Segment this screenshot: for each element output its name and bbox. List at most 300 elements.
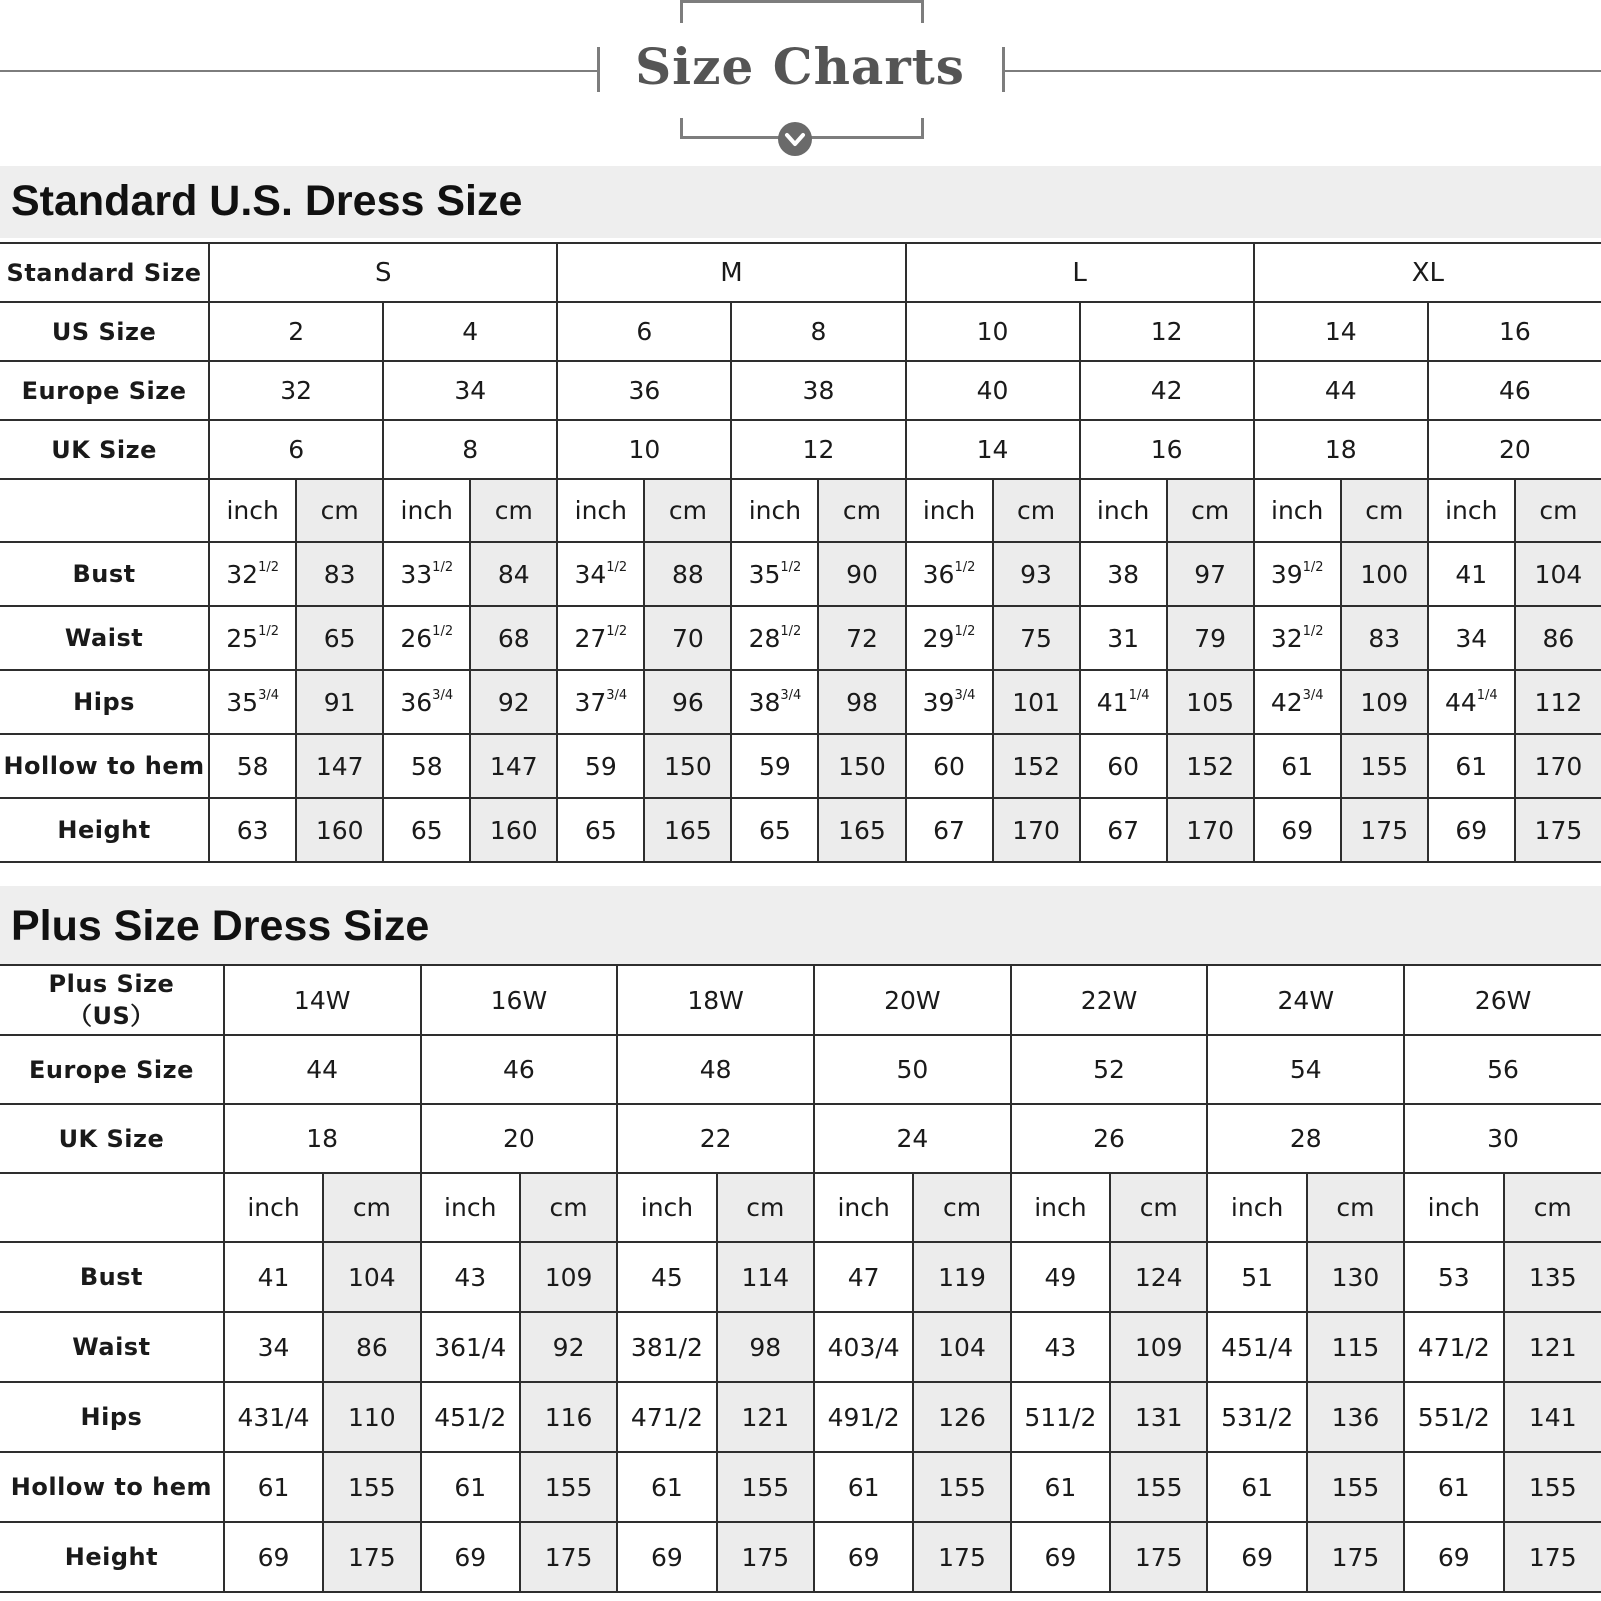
inch-value-cell	[1254, 670, 1341, 734]
inch-whole: 36	[400, 687, 433, 717]
inch-value-cell: 551/2	[1404, 1382, 1503, 1452]
size-cell: 26W	[1404, 965, 1601, 1035]
cm-value-cell: 100	[1341, 542, 1428, 606]
inch-whole: 69	[1455, 815, 1488, 845]
plus-size-row	[0, 965, 1601, 1035]
inch-value-cell: 381/2	[617, 1312, 716, 1382]
size-cell: 16W	[421, 965, 618, 1035]
standard-section-bar	[0, 166, 1601, 238]
measurement-row	[0, 542, 1601, 606]
size-cell: 44	[224, 1035, 421, 1104]
inch-value-cell: 61	[617, 1452, 716, 1522]
size-cell: 10	[906, 302, 1080, 361]
size-cell: 12	[1080, 302, 1254, 361]
cm-value-cell: 86	[323, 1312, 420, 1382]
inch-value-cell	[209, 542, 296, 606]
us-size-row	[0, 302, 1601, 361]
inch-value-cell: 471/2	[1404, 1312, 1503, 1382]
inch-value-cell	[1254, 542, 1341, 606]
cm-value-cell: 110	[323, 1382, 420, 1452]
inch-whole: 65	[584, 815, 617, 845]
inch-value-cell	[383, 606, 470, 670]
inch-value-cell	[1080, 734, 1167, 798]
header-rule-left	[0, 70, 598, 72]
inch-value-cell	[1428, 670, 1515, 734]
inch-value-cell: 41	[224, 1242, 323, 1312]
size-letter-cell: L	[906, 243, 1254, 302]
cm-value-cell: 130	[1307, 1242, 1404, 1312]
cm-value-cell: 115	[1307, 1312, 1404, 1382]
inch-value-cell	[557, 798, 644, 862]
cm-value-cell: 104	[323, 1242, 420, 1312]
size-cell: 26	[1011, 1104, 1208, 1173]
unit-inch-cell: inch	[731, 479, 818, 542]
inch-value-cell: 361/4	[421, 1312, 520, 1382]
cm-value-cell: 104	[913, 1312, 1010, 1382]
inch-value-cell: 431/4	[224, 1382, 323, 1452]
cm-value-cell: 79	[1167, 606, 1254, 670]
size-cell: 54	[1207, 1035, 1404, 1104]
cm-value-cell: 150	[818, 734, 905, 798]
size-cell: 46	[421, 1035, 618, 1104]
inch-value-cell	[1428, 542, 1515, 606]
cm-value-cell: 91	[296, 670, 383, 734]
cm-value-cell: 104	[1515, 542, 1601, 606]
size-cell: 30	[1404, 1104, 1601, 1173]
inch-whole: 63	[236, 815, 269, 845]
inch-whole: 58	[410, 751, 443, 781]
unit-inch-cell: inch	[1428, 479, 1515, 542]
inch-fraction: 1/2	[258, 559, 279, 575]
inch-fraction: 1/2	[258, 623, 279, 639]
size-cell: 4	[383, 302, 557, 361]
uk-size-row	[0, 1104, 1601, 1173]
inch-whole: 35	[226, 687, 259, 717]
standard-size-table	[0, 242, 1601, 863]
inch-value-cell: 403/4	[814, 1312, 913, 1382]
row-label: Hollow to hem	[0, 734, 209, 798]
inch-whole: 32	[1270, 623, 1303, 653]
unit-cm-cell: cm	[1167, 479, 1254, 542]
size-cell: 50	[814, 1035, 1011, 1104]
cm-value-cell: 70	[644, 606, 731, 670]
inch-value-cell	[383, 798, 470, 862]
cm-value-cell: 90	[818, 542, 905, 606]
inch-fraction: 1/2	[780, 559, 802, 575]
cm-value-cell: 170	[993, 798, 1080, 862]
cm-value-cell: 92	[520, 1312, 617, 1382]
cm-value-cell: 141	[1504, 1382, 1601, 1452]
inch-value-cell: 61	[814, 1452, 913, 1522]
unit-cm-cell: cm	[993, 479, 1080, 542]
cm-value-cell: 131	[1110, 1382, 1207, 1452]
cm-value-cell: 175	[323, 1522, 420, 1592]
row-label: Hips	[0, 670, 209, 734]
inch-value-cell	[1254, 798, 1341, 862]
inch-value-cell: 43	[1011, 1312, 1110, 1382]
cm-value-cell: 147	[470, 734, 557, 798]
inch-value-cell	[906, 734, 993, 798]
inch-whole: 65	[410, 815, 443, 845]
size-cell: 38	[731, 361, 905, 420]
unit-cm-cell: cm	[1110, 1173, 1207, 1242]
page-title: Size Charts	[635, 37, 965, 96]
unit-inch-cell: inch	[1254, 479, 1341, 542]
unit-cm-cell: cm	[323, 1173, 420, 1242]
inch-value-cell	[557, 606, 644, 670]
cm-value-cell: 97	[1167, 542, 1254, 606]
cm-value-cell: 75	[993, 606, 1080, 670]
standard-section-title: Standard U.S. Dress Size	[11, 177, 523, 225]
inch-value-cell: 69	[1207, 1522, 1306, 1592]
inch-fraction: 1/2	[954, 559, 976, 575]
cm-value-cell: 136	[1307, 1382, 1404, 1452]
inch-value-cell	[731, 606, 818, 670]
inch-fraction: 3/4	[258, 687, 279, 703]
size-cell: 18	[1254, 420, 1428, 479]
cm-value-cell: 155	[323, 1452, 420, 1522]
inch-value-cell: 451/2	[421, 1382, 520, 1452]
inch-whole: 61	[1281, 751, 1314, 781]
size-cell: 8	[731, 302, 905, 361]
cm-value-cell: 155	[520, 1452, 617, 1522]
cm-value-cell: 105	[1167, 670, 1254, 734]
cm-value-cell: 175	[1307, 1522, 1404, 1592]
cm-value-cell: 121	[1504, 1312, 1601, 1382]
size-cell: 34	[383, 361, 557, 420]
size-letter-cell: XL	[1254, 243, 1601, 302]
inch-fraction: 1/2	[432, 559, 454, 575]
row-label: Hips	[0, 1382, 224, 1452]
size-cell: 20	[421, 1104, 618, 1173]
unit-inch-cell: inch	[906, 479, 993, 542]
cm-value-cell: 83	[1341, 606, 1428, 670]
inch-whole: 38	[1107, 559, 1140, 589]
inch-value-cell: 451/4	[1207, 1312, 1306, 1382]
inch-fraction: 1/2	[954, 623, 976, 639]
inch-whole: 27	[574, 623, 607, 653]
inch-value-cell: 61	[224, 1452, 323, 1522]
inch-value-cell	[209, 670, 296, 734]
inch-whole: 35	[748, 559, 781, 589]
cm-value-cell: 175	[1504, 1522, 1601, 1592]
inch-whole: 34	[1455, 623, 1488, 653]
inch-value-cell: 69	[224, 1522, 323, 1592]
inch-whole: 41	[1096, 687, 1129, 717]
cm-value-cell: 147	[296, 734, 383, 798]
header-frame-top	[680, 0, 924, 23]
unit-inch-cell: inch	[421, 1173, 520, 1242]
inch-value-cell	[1080, 670, 1167, 734]
row-label: Height	[0, 1522, 224, 1592]
europe-size-row	[0, 361, 1601, 420]
unit-inch-cell: inch	[1404, 1173, 1503, 1242]
size-cell: 32	[209, 361, 383, 420]
unit-cm-cell: cm	[1504, 1173, 1601, 1242]
inch-whole: 39	[1270, 559, 1303, 589]
inch-value-cell: 49	[1011, 1242, 1110, 1312]
inch-whole: 58	[236, 751, 269, 781]
unit-cm-cell: cm	[717, 1173, 814, 1242]
cm-value-cell: 175	[717, 1522, 814, 1592]
unit-inch-cell: inch	[557, 479, 644, 542]
inch-whole: 41	[1455, 559, 1488, 589]
inch-whole: 29	[922, 623, 955, 653]
row-label: Standard Size	[0, 243, 209, 302]
inch-value-cell: 51	[1207, 1242, 1306, 1312]
inch-value-cell	[209, 606, 296, 670]
inch-value-cell: 491/2	[814, 1382, 913, 1452]
inch-whole: 69	[1281, 815, 1314, 845]
size-cell: 14W	[224, 965, 421, 1035]
inch-value-cell	[557, 542, 644, 606]
inch-fraction: 1/4	[1128, 687, 1150, 703]
inch-value-cell	[209, 734, 296, 798]
inch-value-cell	[731, 734, 818, 798]
inch-value-cell	[383, 542, 470, 606]
measurement-row	[0, 798, 1601, 862]
measurement-row	[0, 1312, 1601, 1382]
cm-value-cell: 135	[1504, 1242, 1601, 1312]
measurement-row	[0, 606, 1601, 670]
inch-value-cell: 69	[617, 1522, 716, 1592]
cm-value-cell: 175	[1341, 798, 1428, 862]
row-label: Height	[0, 798, 209, 862]
inch-value-cell	[1428, 734, 1515, 798]
inch-value-cell	[1428, 606, 1515, 670]
size-cell: 18W	[617, 965, 814, 1035]
cm-value-cell: 116	[520, 1382, 617, 1452]
inch-value-cell	[1080, 542, 1167, 606]
inch-value-cell	[731, 542, 818, 606]
size-cell: 48	[617, 1035, 814, 1104]
inch-value-cell: 43	[421, 1242, 520, 1312]
inch-value-cell: 69	[421, 1522, 520, 1592]
unit-cm-cell: cm	[644, 479, 731, 542]
inch-value-cell	[906, 542, 993, 606]
size-cell: 6	[557, 302, 731, 361]
unit-cm-cell: cm	[470, 479, 557, 542]
cm-value-cell: 93	[993, 542, 1080, 606]
measurement-row	[0, 734, 1601, 798]
cm-value-cell: 155	[1504, 1452, 1601, 1522]
cm-value-cell: 175	[913, 1522, 1010, 1592]
cm-value-cell: 155	[717, 1452, 814, 1522]
row-label-line2: （US）	[68, 1002, 155, 1030]
inch-fraction: 3/4	[1302, 687, 1324, 703]
cm-value-cell: 86	[1515, 606, 1601, 670]
inch-fraction: 3/4	[606, 687, 628, 703]
inch-value-cell	[731, 798, 818, 862]
inch-whole: 25	[226, 623, 259, 653]
inch-value-cell	[209, 798, 296, 862]
inch-whole: 60	[1107, 751, 1140, 781]
cm-value-cell: 98	[818, 670, 905, 734]
size-cell: 8	[383, 420, 557, 479]
unit-inch-cell: inch	[1011, 1173, 1110, 1242]
cm-value-cell: 155	[1110, 1452, 1207, 1522]
header-rule-right	[1004, 70, 1601, 72]
size-letter-cell: S	[209, 243, 557, 302]
size-cell: 36	[557, 361, 731, 420]
measurement-row	[0, 1382, 1601, 1452]
size-cell: 22W	[1011, 965, 1208, 1035]
cm-value-cell: 84	[470, 542, 557, 606]
inch-whole: 33	[400, 559, 433, 589]
size-charts-header	[0, 0, 1601, 165]
inch-value-cell: 45	[617, 1242, 716, 1312]
size-cell: 18	[224, 1104, 421, 1173]
inch-value-cell	[906, 670, 993, 734]
unit-inch-cell: inch	[1207, 1173, 1306, 1242]
unit-inch-cell: inch	[209, 479, 296, 542]
inch-fraction: 1/2	[606, 623, 628, 639]
cm-value-cell: 155	[1341, 734, 1428, 798]
cm-value-cell: 109	[1110, 1312, 1207, 1382]
size-cell: 20W	[814, 965, 1011, 1035]
empty-label-cell	[0, 1173, 224, 1242]
inch-fraction: 3/4	[780, 687, 802, 703]
cm-value-cell: 175	[520, 1522, 617, 1592]
unit-inch-cell: inch	[1080, 479, 1167, 542]
inch-value-cell	[557, 670, 644, 734]
unit-inch-cell: inch	[224, 1173, 323, 1242]
inch-whole: 36	[922, 559, 955, 589]
inch-fraction: 3/4	[432, 687, 454, 703]
cm-value-cell: 88	[644, 542, 731, 606]
inch-value-cell: 47	[814, 1242, 913, 1312]
inch-value-cell	[1080, 606, 1167, 670]
plus-size-table	[0, 964, 1601, 1593]
inch-value-cell	[557, 734, 644, 798]
row-label: Europe Size	[0, 361, 209, 420]
cm-value-cell: 124	[1110, 1242, 1207, 1312]
inch-fraction: 1/2	[780, 623, 802, 639]
measurement-row	[0, 670, 1601, 734]
inch-whole: 67	[1107, 815, 1140, 845]
inch-whole: 32	[226, 559, 259, 589]
inch-value-cell	[1254, 734, 1341, 798]
unit-cm-cell: cm	[1307, 1173, 1404, 1242]
measurement-row	[0, 1522, 1601, 1592]
inch-value-cell: 69	[1011, 1522, 1110, 1592]
plus-section-bar	[0, 886, 1601, 964]
inch-value-cell	[383, 670, 470, 734]
cm-value-cell: 114	[717, 1242, 814, 1312]
inch-whole: 26	[400, 623, 433, 653]
inch-fraction: 1/2	[606, 559, 628, 575]
inch-whole: 31	[1107, 623, 1140, 653]
inch-whole: 34	[574, 559, 607, 589]
inch-value-cell: 61	[1207, 1452, 1306, 1522]
inch-value-cell	[383, 734, 470, 798]
inch-fraction: 1/2	[1302, 559, 1324, 575]
row-label-line1: Plus Size	[48, 970, 175, 998]
cm-value-cell: 72	[818, 606, 905, 670]
cm-value-cell: 175	[1515, 798, 1601, 862]
cm-value-cell: 160	[296, 798, 383, 862]
inch-value-cell: 61	[421, 1452, 520, 1522]
cm-value-cell: 175	[1110, 1522, 1207, 1592]
cm-value-cell: 155	[1307, 1452, 1404, 1522]
inch-value-cell	[1428, 798, 1515, 862]
size-cell: 40	[906, 361, 1080, 420]
inch-value-cell	[731, 670, 818, 734]
row-label: UK Size	[0, 1104, 224, 1173]
inch-value-cell: 69	[814, 1522, 913, 1592]
inch-value-cell: 531/2	[1207, 1382, 1306, 1452]
size-cell: 24	[814, 1104, 1011, 1173]
cm-value-cell: 152	[993, 734, 1080, 798]
row-label: US Size	[0, 302, 209, 361]
size-cell: 14	[1254, 302, 1428, 361]
inch-whole: 61	[1455, 751, 1488, 781]
size-cell: 16	[1428, 302, 1601, 361]
unit-cm-cell: cm	[1515, 479, 1601, 542]
standard-size-row	[0, 243, 1601, 302]
cm-value-cell: 83	[296, 542, 383, 606]
unit-inch-cell: inch	[814, 1173, 913, 1242]
size-letter-cell: M	[557, 243, 905, 302]
size-cell: 20	[1428, 420, 1601, 479]
size-cell: 10	[557, 420, 731, 479]
inch-value-cell: 34	[224, 1312, 323, 1382]
cm-value-cell: 165	[644, 798, 731, 862]
inch-whole: 59	[759, 751, 791, 781]
cm-value-cell: 65	[296, 606, 383, 670]
uk-size-row	[0, 420, 1601, 479]
unit-cm-cell: cm	[818, 479, 905, 542]
cm-value-cell: 126	[913, 1382, 1010, 1452]
measurement-row	[0, 1242, 1601, 1312]
inch-value-cell: 61	[1011, 1452, 1110, 1522]
cm-value-cell: 112	[1515, 670, 1601, 734]
units-row	[0, 1173, 1601, 1242]
row-label	[0, 965, 224, 1035]
cm-value-cell: 170	[1167, 798, 1254, 862]
unit-inch-cell: inch	[617, 1173, 716, 1242]
size-cell: 42	[1080, 361, 1254, 420]
row-label: Bust	[0, 542, 209, 606]
size-cell: 28	[1207, 1104, 1404, 1173]
inch-value-cell: 61	[1404, 1452, 1503, 1522]
size-cell: 22	[617, 1104, 814, 1173]
unit-cm-cell: cm	[520, 1173, 617, 1242]
cm-value-cell: 109	[520, 1242, 617, 1312]
measurement-row	[0, 1452, 1601, 1522]
plus-section-title: Plus Size Dress Size	[11, 902, 430, 950]
cm-value-cell: 170	[1515, 734, 1601, 798]
row-label: UK Size	[0, 420, 209, 479]
size-cell: 56	[1404, 1035, 1601, 1104]
inch-value-cell: 53	[1404, 1242, 1503, 1312]
inch-whole: 60	[933, 751, 965, 781]
size-cell: 14	[906, 420, 1080, 479]
inch-value-cell: 471/2	[617, 1382, 716, 1452]
row-label: Bust	[0, 1242, 224, 1312]
cm-value-cell: 165	[818, 798, 905, 862]
inch-whole: 38	[748, 687, 781, 717]
inch-whole: 44	[1444, 687, 1477, 717]
inch-whole: 28	[748, 623, 781, 653]
cm-value-cell: 68	[470, 606, 557, 670]
size-cell: 24W	[1207, 965, 1404, 1035]
size-cell: 46	[1428, 361, 1601, 420]
size-cell: 16	[1080, 420, 1254, 479]
cm-value-cell: 92	[470, 670, 557, 734]
inch-value-cell	[906, 606, 993, 670]
size-cell: 12	[731, 420, 905, 479]
